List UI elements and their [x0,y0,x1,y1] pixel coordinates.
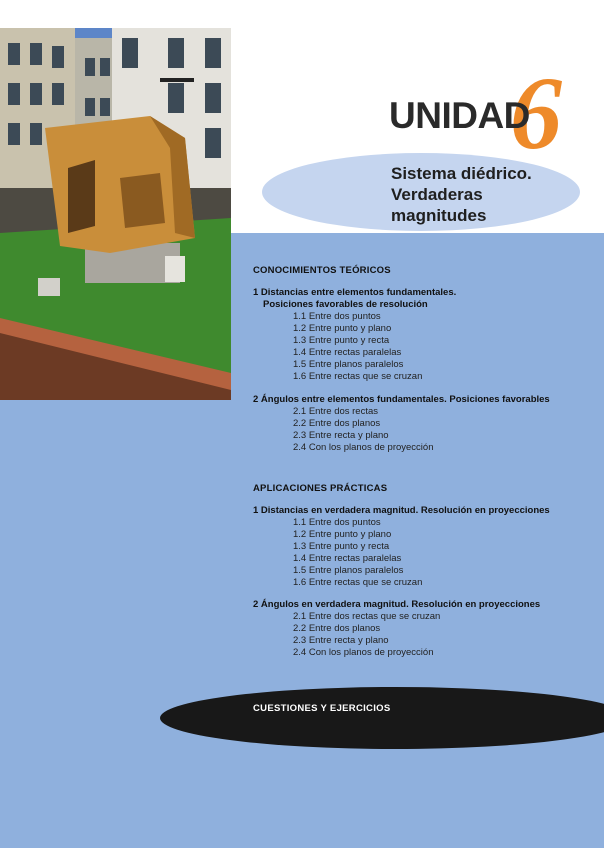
theory-group1-title-line2: Posiciones favorables de resolución [263,299,428,310]
list-item: 2.1 Entre dos rectas que se cruzan [293,611,441,622]
list-item: 1.4 Entre rectas paralelas [293,553,402,564]
list-item: 1.4 Entre rectas paralelas [293,347,402,358]
exercises-label: CUESTIONES Y EJERCICIOS [253,703,391,714]
list-item: 1.6 Entre rectas que se cruzan [293,371,423,382]
practice-group2-title: 2 Ángulos en verdadera magnitud. Resolución en proyecciones [253,599,541,610]
subtitle-line-3: magnitudes [391,206,487,225]
theory-heading: CONOCIMIENTOS TEÓRICOS [253,265,391,276]
theory-group2-title: 2 Ángulos entre elementos fundamentales. Posiciones favorables [253,394,550,405]
list-item: 2.4 Con los planos de proyección [293,442,434,453]
list-item: 2.2 Entre dos planos [293,623,381,634]
cover-photo [0,28,231,400]
list-item: 2.2 Entre dos planos [293,418,381,429]
list-item: 1.2 Entre punto y plano [293,323,392,334]
theory-group1-title-line1: 1 Distancias entre elementos fundamentales. [253,287,457,298]
subtitle-line-1: Sistema diédrico. [391,164,532,183]
exercises-ellipse [160,687,604,749]
practice-heading: APLICACIONES PRÁCTICAS [253,483,388,494]
list-item: 1.1 Entre dos puntos [293,311,381,322]
list-item: 1.3 Entre punto y recta [293,335,390,346]
unit-title: UNIDAD [389,95,530,136]
blue-background-panel [231,233,604,848]
list-item: 1.3 Entre punto y recta [293,541,390,552]
list-item: 1.5 Entre planos paralelos [293,565,404,576]
list-item: 2.1 Entre dos rectas [293,406,379,417]
sculpture-photo-image [0,28,231,400]
unit-number: 6 [510,56,562,171]
list-item: 1.2 Entre punto y plano [293,529,392,540]
blue-background-left [0,400,231,848]
list-item: 1.6 Entre rectas que se cruzan [293,577,423,588]
list-item: 2.3 Entre recta y plano [293,430,389,441]
list-item: 1.5 Entre planos paralelos [293,359,404,370]
subtitle-line-2: Verdaderas [391,185,483,204]
list-item: 2.4 Con los planos de proyección [293,647,434,658]
practice-group1-title: 1 Distancias en verdadera magnitud. Resolución en proyecciones [253,505,550,516]
unit-subtitle [391,163,591,226]
list-item: 1.1 Entre dos puntos [293,517,381,528]
theory-group1-title [253,287,456,311]
list-item: 2.3 Entre recta y plano [293,635,389,646]
